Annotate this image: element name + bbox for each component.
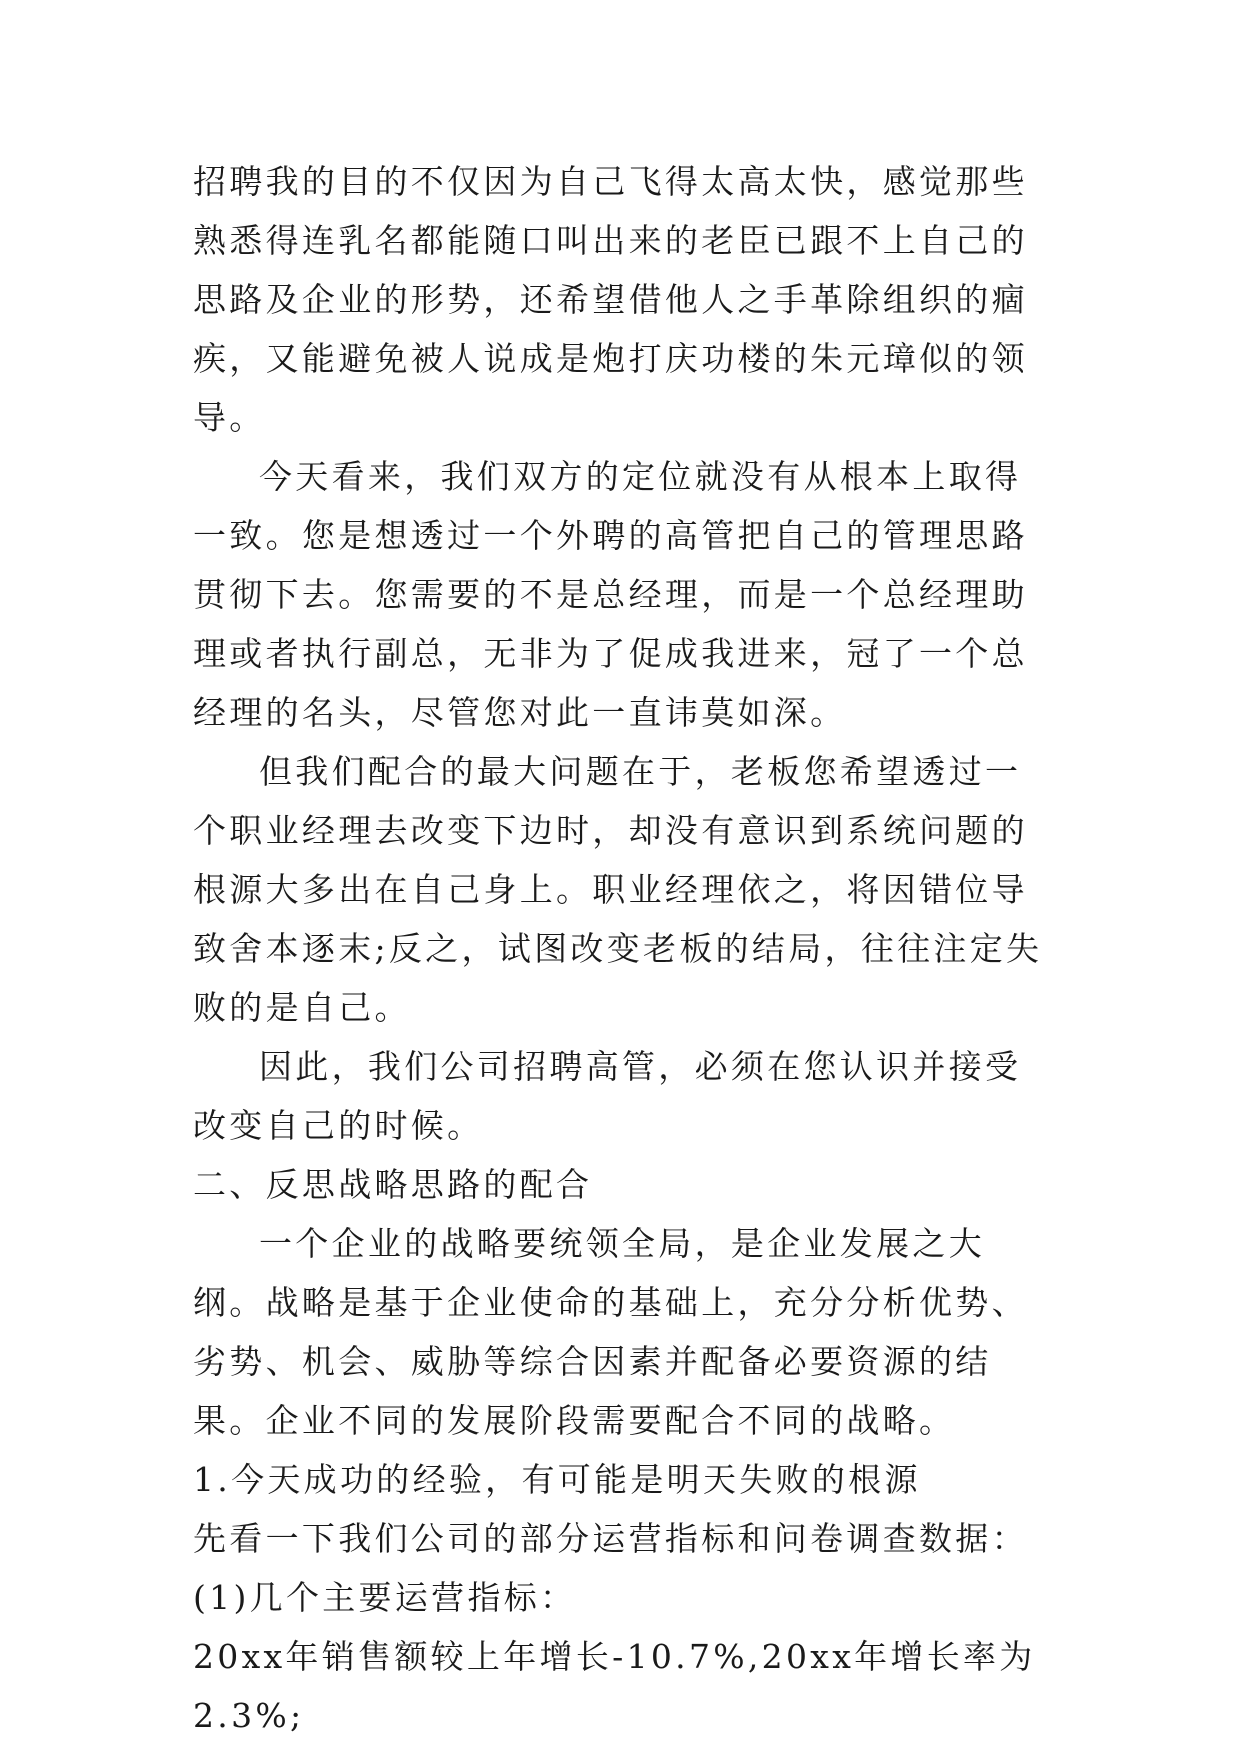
paragraph-cooperation-problem: 但我们配合的最大问题在于，老板您希望透过一个职业经理去改变下边时，却没有意识到系统问题的根源大多出在自己身上。职业经理依之，将因错位导致舍本逐末;反之，试图改变老板的结局，往往注定失败的是自己。 bbox=[193, 752, 1043, 1027]
paragraph-positioning: 今天看来，我们双方的定位就没有从根本上取得一致。您是想透过一个外聘的高管把自己的管理思路贯彻下去。您需要的不是总经理，而是一个总经理助理或者执行副总，无非为了促成我进来，冠了一个总经理的名头，尽管您对此一直讳莫如深。 bbox=[193, 457, 1028, 732]
paragraph-strategy: 一个企业的战略要统领全局，是企业发展之大纲。战略是基于企业使命的基础上，充分分析优势、劣势、机会、威胁等综合因素并配备必要资源的结果。企业不同的发展阶段需要配合不同的战略。 bbox=[193, 1224, 1028, 1440]
subheading-success-experience: 1.今天成功的经验，有可能是明天失败的根源 bbox=[193, 1460, 921, 1499]
paragraph-recruitment-purpose: 招聘我的目的不仅因为自己飞得太高太快，感觉那些熟悉得连乳名都能随口叫出来的老臣已跟不上自己的思路及企业的形势，还希望借他人之手革除组织的痼疾，又能避免被人说成是炮打庆功楼的朱元璋似的领导。 bbox=[193, 162, 1028, 437]
paragraph-sales-growth: 20xx年销售额较上年增长-10.7%,20xx年增长率为2.3%; bbox=[193, 1637, 1036, 1735]
subheading-operating-indicators: (1)几个主要运营指标： bbox=[193, 1578, 577, 1617]
section-heading-strategy: 二、反思战略思路的配合 bbox=[193, 1165, 593, 1204]
paragraph-data-intro: 先看一下我们公司的部分运营指标和问卷调查数据： bbox=[193, 1519, 1028, 1558]
paragraph-therefore: 因此，我们公司招聘高管，必须在您认识并接受改变自己的时候。 bbox=[193, 1047, 1022, 1145]
document-body bbox=[193, 152, 1055, 1745]
